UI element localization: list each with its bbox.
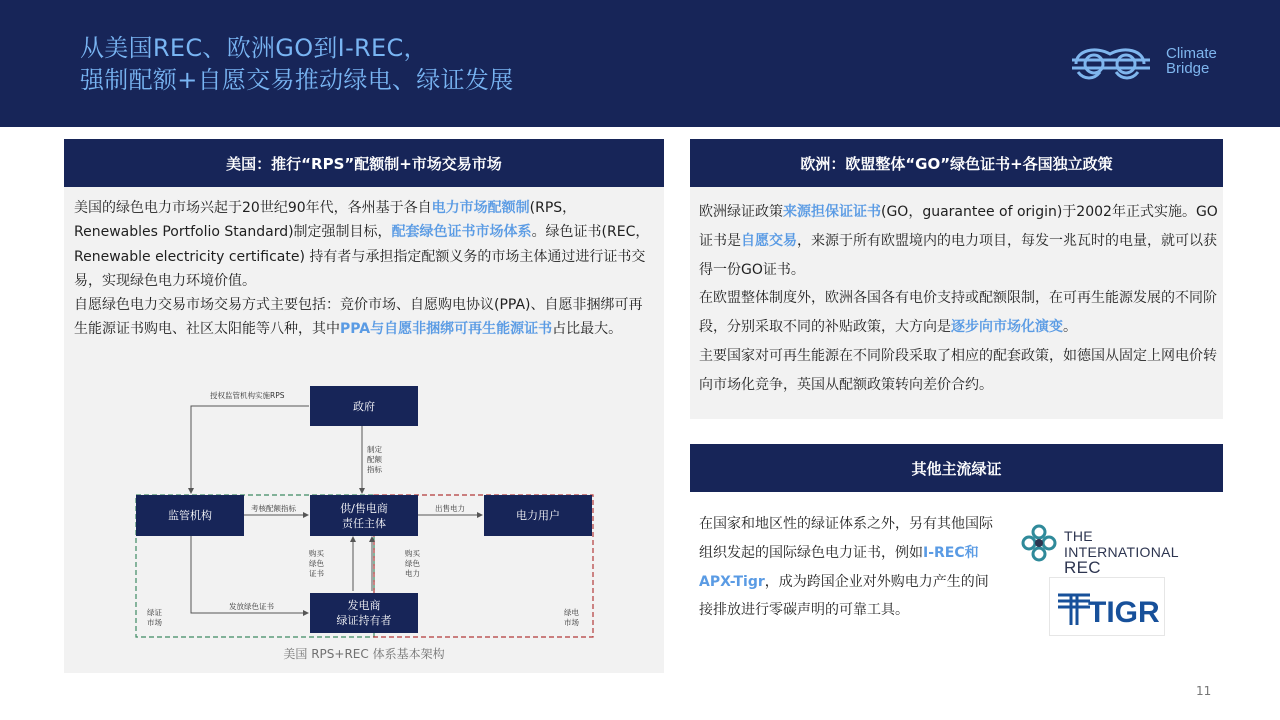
us-p2-highlight-ppa: PPA与自愿非捆绑可再生能源证书 — [340, 321, 553, 338]
assess-label: 考核配额指标 — [251, 504, 296, 513]
set-quota-label-1: 制定 — [367, 445, 382, 454]
us-paragraph-2 — [74, 293, 654, 342]
other-text-a: 在国家和地区性的绿证体系之外，另有其他国际组织发起的国际绿色电力证书，例如 — [699, 516, 993, 561]
logo-text-climate: Climate — [1166, 45, 1217, 62]
other-text-b: ，成为跨国企业对外购电力产生的间接排放进行零碳声明的可靠工具。 — [699, 573, 989, 619]
diagram-caption: 美国 RPS+REC 体系基本架构 — [283, 647, 445, 661]
us-p2-text-b: 占比最大。 — [552, 321, 623, 338]
gov-label: 政府 — [353, 400, 375, 413]
eu-p1-highlight-voluntary: 自愿交易 — [741, 232, 797, 249]
issue-cert-label: 发放绿色证书 — [229, 602, 274, 611]
us-p1-text-a: 美国的绿色电力市场兴起于20世纪90年代，各州基于各自 — [74, 200, 432, 216]
buy-cert-label-3: 证书 — [309, 569, 324, 578]
page-number: 11 — [1196, 684, 1212, 698]
buy-power-label-2: 绿色 — [405, 559, 420, 568]
supplier-label-1: 供/售电商 — [340, 502, 388, 515]
eu-p1-text-b: (GO，guarantee of origin)于2002年正式实施。GO证书是 — [699, 204, 1218, 249]
irec-text-line1: THE INTERNATIONAL — [1064, 528, 1179, 560]
us-p1-text-b: (RPS，Renewables Portfolio Standard)制定强制目标， — [74, 200, 577, 241]
supplier-label-2: 责任主体 — [342, 517, 386, 530]
us-p1-highlight-cert-market: 配套绿色证书市场体系 — [391, 224, 532, 241]
irec-emblem-icon — [1020, 524, 1058, 562]
page-title — [80, 32, 514, 96]
buy-cert-label-2: 绿色 — [309, 559, 324, 568]
buy-power-label-1: 购买 — [405, 549, 420, 558]
us-paragraph-1 — [74, 196, 654, 293]
header-bar — [0, 0, 1280, 127]
set-quota-label-2: 配额 — [367, 455, 382, 464]
climate-bridge-logo — [1070, 42, 1230, 86]
green-market-label-2: 市场 — [564, 618, 579, 627]
eu-panel — [690, 139, 1223, 419]
eu-panel-body — [699, 198, 1219, 400]
irec-logo — [1020, 524, 1200, 577]
irec-text-line2: REC — [1064, 558, 1101, 577]
eu-paragraph-1 — [699, 198, 1219, 284]
logo-text — [1166, 46, 1217, 76]
buy-power-label-3: 电力 — [405, 569, 420, 578]
other-paragraph — [699, 510, 993, 625]
us-p2-text-a: 自愿绿色电力交易市场交易方式主要包括：竞价市场、自愿购电协议(PPA)、自愿非捆绑可再生能源证书购电、社区太阳能等八种，其中 — [74, 297, 643, 338]
us-panel — [64, 139, 664, 673]
logo-text-bridge: Bridge — [1166, 60, 1210, 77]
page-title-line1: 从美国REC、欧洲GO到I-REC， — [80, 34, 428, 62]
other-panel-body — [699, 510, 993, 625]
rps-rec-diagram — [134, 379, 604, 649]
user-label: 电力用户 — [516, 509, 560, 522]
eu-panel-heading: 欧洲：欧盟整体“GO”绿色证书+各国独立政策 — [690, 139, 1223, 187]
eu-p2-text-a: 在欧盟整体制度外，欧洲各国各有电价支持或配额限制，在可再生能源发展的不同阶段，分别采取不同的补贴政策，大方向是 — [699, 290, 1217, 336]
green-market-label-1: 绿电 — [564, 608, 579, 617]
sell-power-label: 出售电力 — [435, 504, 465, 513]
us-panel-heading: 美国：推行“RPS”配额制+市场交易市场 — [64, 139, 664, 187]
tigr-logo — [1049, 577, 1165, 636]
generator-label-1: 发电商 — [347, 599, 381, 612]
tigr-mark-icon — [1050, 578, 1166, 637]
cert-market-label-1: 绿证 — [147, 608, 162, 617]
regulator-label: 监管机构 — [168, 509, 212, 522]
other-highlight-irec: I-REC和APX-Tigr — [699, 544, 979, 590]
other-panel — [690, 444, 1223, 674]
bridge-logo-icon — [1070, 42, 1160, 86]
buy-cert-label-1: 购买 — [309, 549, 324, 558]
set-quota-label-3: 指标 — [367, 465, 382, 474]
authorize-arrow — [191, 406, 309, 493]
eu-p1-text-a: 欧洲绿证政策 — [699, 204, 783, 220]
cert-market-label-2: 市场 — [147, 618, 162, 627]
eu-p1-highlight-go: 来源担保证证书 — [783, 204, 881, 220]
generator-label-2: 绿证持有者 — [336, 614, 392, 627]
authorize-label: 授权监管机构实施RPS — [210, 391, 285, 400]
eu-paragraph-2 — [699, 284, 1219, 342]
eu-p2-text-b: 。 — [1063, 319, 1077, 336]
page-title-line2: 强制配额+自愿交易推动绿电、绿证发展 — [80, 66, 514, 94]
us-p1-text-c: 。绿色证书(REC，Renewable electricity certificate) 持有者与承担指定配额义务的市场主体通过进行证书交易，实现绿色电力环境价值。 — [74, 224, 650, 289]
us-panel-body — [74, 196, 654, 342]
other-panel-heading: 其他主流绿证 — [690, 444, 1223, 492]
eu-p2-highlight-market: 逐步向市场化演变 — [951, 319, 1063, 336]
eu-paragraph-3: 主要国家对可再生能源在不同阶段采取了相应的配套政策，如德国从固定上网电价转向市场化竞争，英国从配额政策转向差价合约。 — [699, 347, 1217, 393]
us-p1-highlight-rps: 电力市场配额制 — [431, 200, 530, 216]
eu-p1-text-c: ，来源于所有欧盟境内的电力项目，每发一兆瓦时的电量，就可以获得一份GO证书。 — [699, 232, 1217, 278]
tigr-text: TIGR — [1088, 596, 1160, 629]
